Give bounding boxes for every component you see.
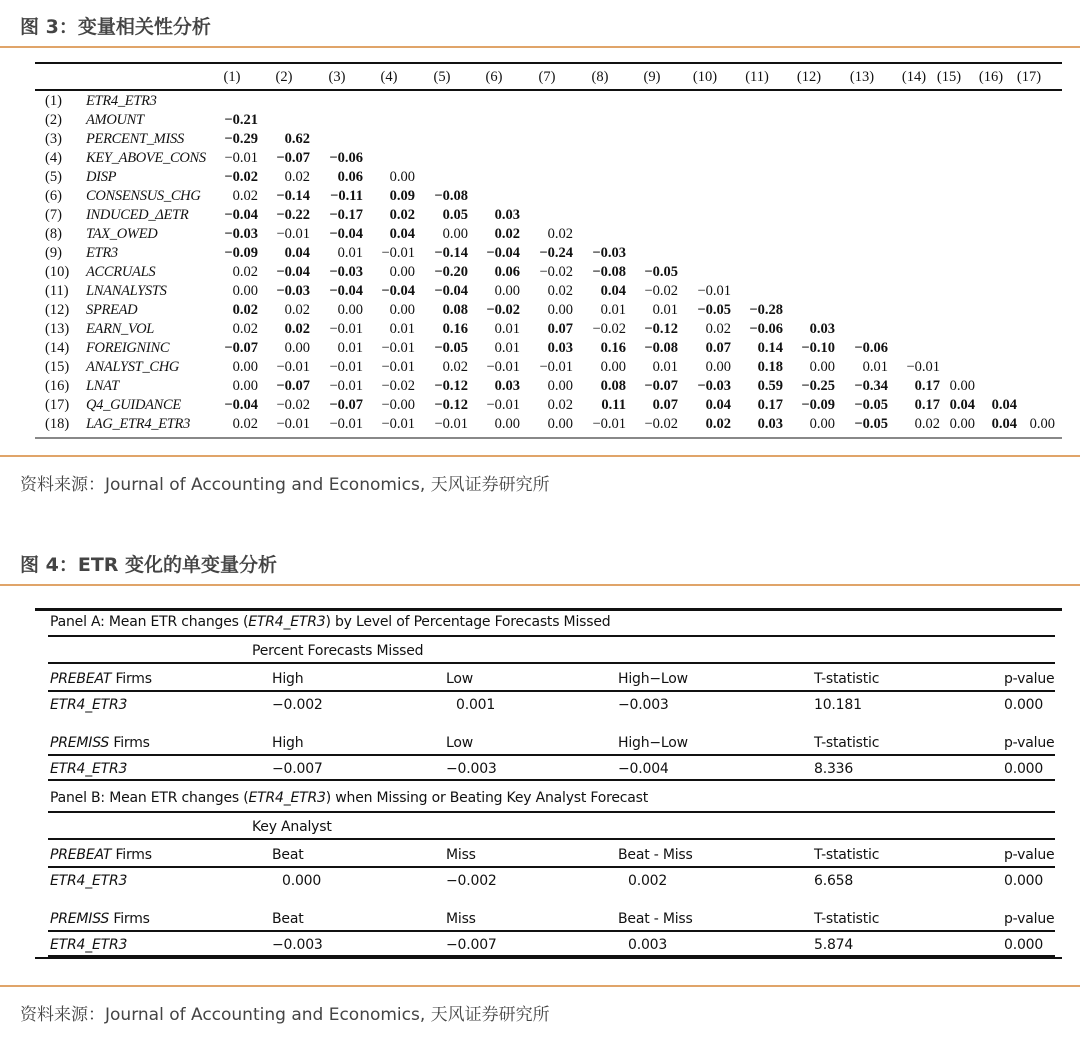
- correlation-value: 0.00: [547, 378, 573, 394]
- correlation-value: 0.02: [442, 359, 468, 375]
- correlation-value: 0.08: [442, 302, 468, 318]
- column-header: T-statistic: [814, 847, 880, 863]
- correlation-value: −0.02: [381, 378, 415, 394]
- correlation-value: −0.09: [224, 245, 258, 261]
- variable-name: SPREAD: [86, 302, 138, 318]
- panel-title: [50, 789, 648, 807]
- correlation-value: −0.12: [644, 321, 678, 337]
- correlation-value: −0.17: [329, 207, 363, 223]
- correlation-value: −0.02: [539, 264, 573, 280]
- correlation-value: 0.04: [991, 416, 1017, 432]
- correlation-value: −0.05: [854, 397, 888, 413]
- column-header: p-value: [1004, 671, 1055, 687]
- correlation-value: 0.01: [862, 359, 888, 375]
- correlation-value: 0.00: [949, 378, 975, 394]
- firm-suffix: Firms: [111, 671, 152, 687]
- row-label: ETR4_ETR3: [50, 873, 128, 889]
- correlation-value: −0.02: [486, 302, 520, 318]
- correlation-value: −0.08: [644, 340, 678, 356]
- correlation-value: 0.07: [547, 321, 573, 337]
- correlation-value: 0.00: [494, 416, 520, 432]
- correlation-value: −0.07: [224, 340, 258, 356]
- column-header: Miss: [446, 847, 476, 863]
- correlation-value: 0.04: [949, 397, 975, 413]
- correlation-value: 0.00: [547, 416, 573, 432]
- correlation-value: 0.00: [1029, 416, 1055, 432]
- correlation-value: −0.29: [224, 131, 258, 147]
- firm-group-label: [50, 734, 150, 752]
- correlation-value: −0.00: [381, 397, 415, 413]
- correlation-value: −0.34: [854, 378, 888, 394]
- correlation-value: 0.03: [494, 207, 520, 223]
- table-rule: [48, 838, 1055, 840]
- column-header: (11): [745, 69, 769, 85]
- cell-value: −0.007: [272, 761, 323, 777]
- correlation-value: 0.04: [600, 283, 626, 299]
- correlation-value: 0.05: [442, 207, 468, 223]
- correlation-value: −0.04: [329, 283, 363, 299]
- correlation-value: 0.02: [232, 264, 258, 280]
- column-header: High−Low: [618, 735, 688, 751]
- correlation-value: −0.01: [276, 226, 310, 242]
- correlation-value: −0.21: [224, 112, 258, 128]
- cell-value: −0.004: [618, 761, 669, 777]
- column-header: (1): [223, 69, 241, 85]
- table-rule: [48, 635, 1055, 637]
- firm-type: PREBEAT: [50, 671, 112, 687]
- correlation-value: −0.01: [224, 150, 258, 166]
- correlation-value: −0.03: [224, 226, 258, 242]
- group-header: Percent Forecasts Missed: [252, 643, 424, 659]
- divider: [0, 455, 1080, 457]
- row-label: ETR4_ETR3: [50, 937, 128, 953]
- cell-value: −0.002: [272, 697, 323, 713]
- table-rule: [35, 608, 1062, 611]
- correlation-value: 0.02: [232, 188, 258, 204]
- correlation-value: 0.02: [705, 416, 731, 432]
- correlation-value: 0.00: [442, 226, 468, 242]
- firm-suffix: Firms: [109, 911, 150, 927]
- correlation-value: 0.00: [284, 340, 310, 356]
- correlation-value: −0.04: [224, 397, 258, 413]
- firm-type: PREBEAT: [50, 847, 112, 863]
- row-number: (1): [45, 93, 62, 109]
- cell-value: 10.181: [814, 697, 862, 713]
- column-header: (5): [433, 69, 451, 85]
- correlation-value: −0.01: [276, 416, 310, 432]
- correlation-value: 0.00: [389, 264, 415, 280]
- source-note: 资料来源：Journal of Accounting and Economics, 天风证券研究所: [20, 1005, 550, 1025]
- correlation-value: −0.22: [276, 207, 310, 223]
- correlation-value: 0.02: [914, 416, 940, 432]
- panel-title: [50, 613, 610, 631]
- column-header: Miss: [446, 911, 476, 927]
- row-number: (16): [45, 378, 70, 394]
- correlation-value: −0.28: [749, 302, 783, 318]
- cell-value: 0.003: [628, 937, 668, 953]
- column-header: T-statistic: [814, 671, 880, 687]
- row-number: (14): [45, 340, 70, 356]
- correlation-value: −0.01: [486, 397, 520, 413]
- row-number: (2): [45, 112, 62, 128]
- firm-group-label: [50, 670, 152, 688]
- group-header: Key Analyst: [252, 819, 332, 835]
- correlation-value: 0.17: [757, 397, 783, 413]
- correlation-value: 0.02: [389, 207, 415, 223]
- correlation-value: 0.00: [949, 416, 975, 432]
- correlation-value: 0.04: [991, 397, 1017, 413]
- correlation-value: 0.01: [337, 245, 363, 261]
- correlation-value: −0.25: [801, 378, 835, 394]
- row-number: (13): [45, 321, 70, 337]
- correlation-value: 0.04: [705, 397, 731, 413]
- cell-value: 0.000: [282, 873, 322, 889]
- correlation-value: −0.07: [276, 150, 310, 166]
- correlation-value: 0.01: [337, 340, 363, 356]
- row-number: (8): [45, 226, 62, 242]
- column-header: (17): [1016, 69, 1042, 85]
- firm-suffix: Firms: [111, 847, 152, 863]
- table-rule: [48, 690, 1055, 692]
- correlation-value: −0.01: [381, 359, 415, 375]
- correlation-value: −0.01: [329, 416, 363, 432]
- correlation-value: 0.04: [389, 226, 415, 242]
- variable-name: AMOUNT: [86, 112, 144, 128]
- correlation-value: −0.01: [539, 359, 573, 375]
- correlation-value: −0.02: [592, 321, 626, 337]
- correlation-value: 0.02: [547, 283, 573, 299]
- correlation-value: −0.01: [381, 416, 415, 432]
- correlation-value: −0.03: [592, 245, 626, 261]
- correlation-value: 0.62: [284, 131, 310, 147]
- correlation-value: −0.05: [697, 302, 731, 318]
- correlation-value: 0.00: [389, 169, 415, 185]
- correlation-value: −0.03: [697, 378, 731, 394]
- row-number: (18): [45, 416, 70, 432]
- row-number: (7): [45, 207, 62, 223]
- column-header: T-statistic: [814, 735, 880, 751]
- variable-name: DISP: [86, 169, 117, 185]
- source-note: 资料来源：Journal of Accounting and Economics, 天风证券研究所: [20, 475, 550, 495]
- divider: [0, 985, 1080, 987]
- cell-value: −0.003: [618, 697, 669, 713]
- correlation-value: 0.18: [757, 359, 783, 375]
- correlation-value: 0.00: [809, 359, 835, 375]
- column-header: p-value: [1004, 735, 1055, 751]
- variable-name: ETR3: [86, 245, 118, 261]
- table-rule: [48, 779, 1055, 781]
- correlation-value: −0.10: [801, 340, 835, 356]
- column-header: Beat - Miss: [618, 847, 693, 863]
- correlation-value: 0.00: [389, 302, 415, 318]
- correlation-value: 0.01: [494, 340, 520, 356]
- panel-title-variable: ETR4_ETR3: [248, 790, 326, 806]
- cell-value: −0.007: [446, 937, 497, 953]
- correlation-value: −0.05: [434, 340, 468, 356]
- column-header: (14): [901, 69, 927, 85]
- table-rule: [48, 811, 1055, 813]
- correlation-value: 0.01: [652, 302, 678, 318]
- column-header: High: [272, 671, 304, 687]
- column-header: (12): [796, 69, 822, 85]
- column-header: T-statistic: [814, 911, 880, 927]
- correlation-value: 0.00: [337, 302, 363, 318]
- column-header: Low: [446, 735, 473, 751]
- correlation-value: −0.01: [486, 359, 520, 375]
- correlation-value: −0.02: [276, 397, 310, 413]
- correlation-value: 0.01: [494, 321, 520, 337]
- row-number: (4): [45, 150, 62, 166]
- cell-value: 0.000: [1004, 873, 1044, 889]
- column-header: (2): [275, 69, 293, 85]
- correlation-value: 0.16: [600, 340, 626, 356]
- correlation-value: 0.03: [547, 340, 573, 356]
- correlation-value: 0.14: [757, 340, 783, 356]
- column-header: Beat: [272, 847, 304, 863]
- firm-group-label: [50, 910, 150, 928]
- column-header: Beat - Miss: [618, 911, 693, 927]
- correlation-value: −0.01: [329, 378, 363, 394]
- correlation-value: −0.02: [644, 283, 678, 299]
- panel-title-text: Panel B: Mean ETR changes (: [50, 790, 249, 806]
- variable-name: ETR4_ETR3: [86, 93, 157, 109]
- correlation-value: 0.02: [232, 321, 258, 337]
- variable-name: PERCENT_MISS: [86, 131, 184, 147]
- variable-name: ANALYST_CHG: [86, 359, 180, 375]
- cell-value: −0.003: [272, 937, 323, 953]
- cell-value: 0.000: [1004, 697, 1044, 713]
- panel-title-text: ) by Level of Percentage Forecasts Missed: [325, 614, 611, 630]
- correlation-value: 0.08: [600, 378, 626, 394]
- variable-name: Q4_GUIDANCE: [86, 397, 181, 413]
- correlation-value: 0.02: [705, 321, 731, 337]
- cell-value: 0.002: [628, 873, 668, 889]
- correlation-value: −0.04: [381, 283, 415, 299]
- column-header: Low: [446, 671, 473, 687]
- variable-name: LNANALYSTS: [86, 283, 167, 299]
- correlation-value: 0.02: [232, 302, 258, 318]
- correlation-value: −0.12: [434, 378, 468, 394]
- correlation-value: −0.01: [592, 416, 626, 432]
- correlation-value: 0.00: [547, 302, 573, 318]
- correlation-value: −0.11: [330, 188, 363, 204]
- figure-4-title: 图 4：ETR 变化的单变量分析: [20, 554, 278, 576]
- correlation-value: −0.06: [854, 340, 888, 356]
- correlation-value: 0.00: [232, 283, 258, 299]
- column-header: High−Low: [618, 671, 688, 687]
- correlation-value: −0.03: [276, 283, 310, 299]
- variable-name: ACCRUALS: [86, 264, 156, 280]
- cell-value: −0.003: [446, 761, 497, 777]
- correlation-value: −0.01: [906, 359, 940, 375]
- correlation-value: 0.16: [442, 321, 468, 337]
- variable-name: LAG_ETR4_ETR3: [86, 416, 191, 432]
- correlation-value: 0.01: [600, 302, 626, 318]
- column-header: (15): [936, 69, 962, 85]
- column-header: (16): [978, 69, 1004, 85]
- correlation-value: 0.03: [757, 416, 783, 432]
- firm-suffix: Firms: [109, 735, 150, 751]
- correlation-value: 0.11: [601, 397, 626, 413]
- row-number: (17): [45, 397, 70, 413]
- row-label: ETR4_ETR3: [50, 697, 128, 713]
- table-rule: [35, 89, 1062, 91]
- column-header: (3): [328, 69, 346, 85]
- correlation-value: −0.01: [697, 283, 731, 299]
- column-header: (6): [485, 69, 503, 85]
- correlation-value: 0.06: [337, 169, 363, 185]
- cell-value: 5.874: [814, 937, 854, 953]
- correlation-value: −0.01: [329, 321, 363, 337]
- firm-type: PREMISS: [50, 911, 110, 927]
- table-rule: [48, 866, 1055, 868]
- row-number: (10): [45, 264, 70, 280]
- table-rule: [35, 62, 1062, 64]
- cell-value: 0.000: [1004, 761, 1044, 777]
- table-rule: [35, 957, 1062, 959]
- correlation-value: −0.04: [434, 283, 468, 299]
- correlation-value: −0.07: [276, 378, 310, 394]
- correlation-value: 0.00: [232, 378, 258, 394]
- row-number: (3): [45, 131, 62, 147]
- correlation-value: −0.04: [329, 226, 363, 242]
- correlation-value: −0.01: [276, 359, 310, 375]
- row-number: (5): [45, 169, 62, 185]
- correlation-value: 0.02: [547, 397, 573, 413]
- correlation-value: 0.01: [389, 321, 415, 337]
- correlation-value: −0.02: [644, 416, 678, 432]
- variable-name: EARN_VOL: [86, 321, 155, 337]
- column-header: (10): [692, 69, 718, 85]
- correlation-value: −0.20: [434, 264, 468, 280]
- correlation-value: 0.00: [232, 359, 258, 375]
- variable-name: INDUCED_ΔETR: [86, 207, 189, 223]
- table-rule: [48, 930, 1055, 932]
- correlation-value: −0.05: [644, 264, 678, 280]
- divider: [0, 584, 1080, 586]
- correlation-value: −0.12: [434, 397, 468, 413]
- table-rule: [48, 662, 1055, 664]
- column-header: p-value: [1004, 911, 1055, 927]
- column-header: p-value: [1004, 847, 1055, 863]
- correlation-value: 0.07: [652, 397, 678, 413]
- panel-title-text: Panel A: Mean ETR changes (: [50, 614, 249, 630]
- column-header: (13): [849, 69, 875, 85]
- cell-value: 8.336: [814, 761, 854, 777]
- column-header: (7): [538, 69, 556, 85]
- correlation-value: 0.00: [600, 359, 626, 375]
- row-number: (12): [45, 302, 70, 318]
- correlation-value: −0.06: [329, 150, 363, 166]
- row-number: (6): [45, 188, 62, 204]
- firm-group-label: [50, 846, 152, 864]
- correlation-value: −0.08: [592, 264, 626, 280]
- cell-value: 0.000: [1004, 937, 1044, 953]
- variable-name: CONSENSUS_CHG: [86, 188, 201, 204]
- correlation-value: −0.07: [329, 397, 363, 413]
- correlation-value: −0.04: [486, 245, 520, 261]
- correlation-value: −0.01: [434, 416, 468, 432]
- correlation-value: 0.02: [284, 302, 310, 318]
- correlation-value: 0.04: [284, 245, 310, 261]
- correlation-value: 0.17: [914, 397, 940, 413]
- correlation-value: −0.04: [224, 207, 258, 223]
- cell-value: −0.002: [446, 873, 497, 889]
- correlation-value: 0.02: [547, 226, 573, 242]
- row-label: ETR4_ETR3: [50, 761, 128, 777]
- cell-value: 0.001: [456, 697, 496, 713]
- divider: [0, 46, 1080, 48]
- cell-value: 6.658: [814, 873, 854, 889]
- correlation-value: −0.14: [434, 245, 468, 261]
- correlation-value: 0.17: [914, 378, 940, 394]
- correlation-value: −0.05: [854, 416, 888, 432]
- panel-title-variable: ETR4_ETR3: [248, 614, 326, 630]
- correlation-value: −0.06: [749, 321, 783, 337]
- table-rule: [35, 437, 1062, 439]
- variable-name: KEY_ABOVE_CONS: [86, 150, 206, 166]
- correlation-value: −0.01: [381, 340, 415, 356]
- correlation-value: 0.00: [809, 416, 835, 432]
- correlation-value: −0.03: [329, 264, 363, 280]
- correlation-value: 0.02: [494, 226, 520, 242]
- correlation-value: 0.03: [809, 321, 835, 337]
- correlation-value: 0.09: [389, 188, 415, 204]
- correlation-value: 0.06: [494, 264, 520, 280]
- row-number: (9): [45, 245, 62, 261]
- firm-type: PREMISS: [50, 735, 110, 751]
- correlation-value: 0.00: [494, 283, 520, 299]
- correlation-value: −0.07: [644, 378, 678, 394]
- panel-title-text: ) when Missing or Beating Key Analyst Forecast: [325, 790, 649, 806]
- correlation-value: 0.07: [705, 340, 731, 356]
- figure-3-title: 图 3：变量相关性分析: [20, 16, 211, 38]
- correlation-value: −0.09: [801, 397, 835, 413]
- correlation-value: 0.02: [232, 416, 258, 432]
- row-number: (11): [45, 283, 69, 299]
- correlation-value: −0.01: [329, 359, 363, 375]
- correlation-value: −0.02: [224, 169, 258, 185]
- correlation-value: 0.02: [284, 169, 310, 185]
- column-header: (4): [380, 69, 398, 85]
- variable-name: FOREIGNINC: [86, 340, 170, 356]
- column-header: (9): [643, 69, 661, 85]
- column-header: (8): [591, 69, 609, 85]
- correlation-value: −0.14: [276, 188, 310, 204]
- correlation-value: −0.08: [434, 188, 468, 204]
- column-header: High: [272, 735, 304, 751]
- correlation-value: 0.01: [652, 359, 678, 375]
- row-number: (15): [45, 359, 70, 375]
- correlation-value: −0.24: [539, 245, 573, 261]
- correlation-value: 0.00: [705, 359, 731, 375]
- table-rule: [48, 754, 1055, 756]
- variable-name: LNAT: [86, 378, 119, 394]
- correlation-value: −0.01: [381, 245, 415, 261]
- correlation-value: 0.59: [757, 378, 783, 394]
- correlation-value: −0.04: [276, 264, 310, 280]
- column-header: Beat: [272, 911, 304, 927]
- variable-name: TAX_OWED: [86, 226, 158, 242]
- correlation-value: 0.03: [494, 378, 520, 394]
- correlation-value: 0.02: [284, 321, 310, 337]
